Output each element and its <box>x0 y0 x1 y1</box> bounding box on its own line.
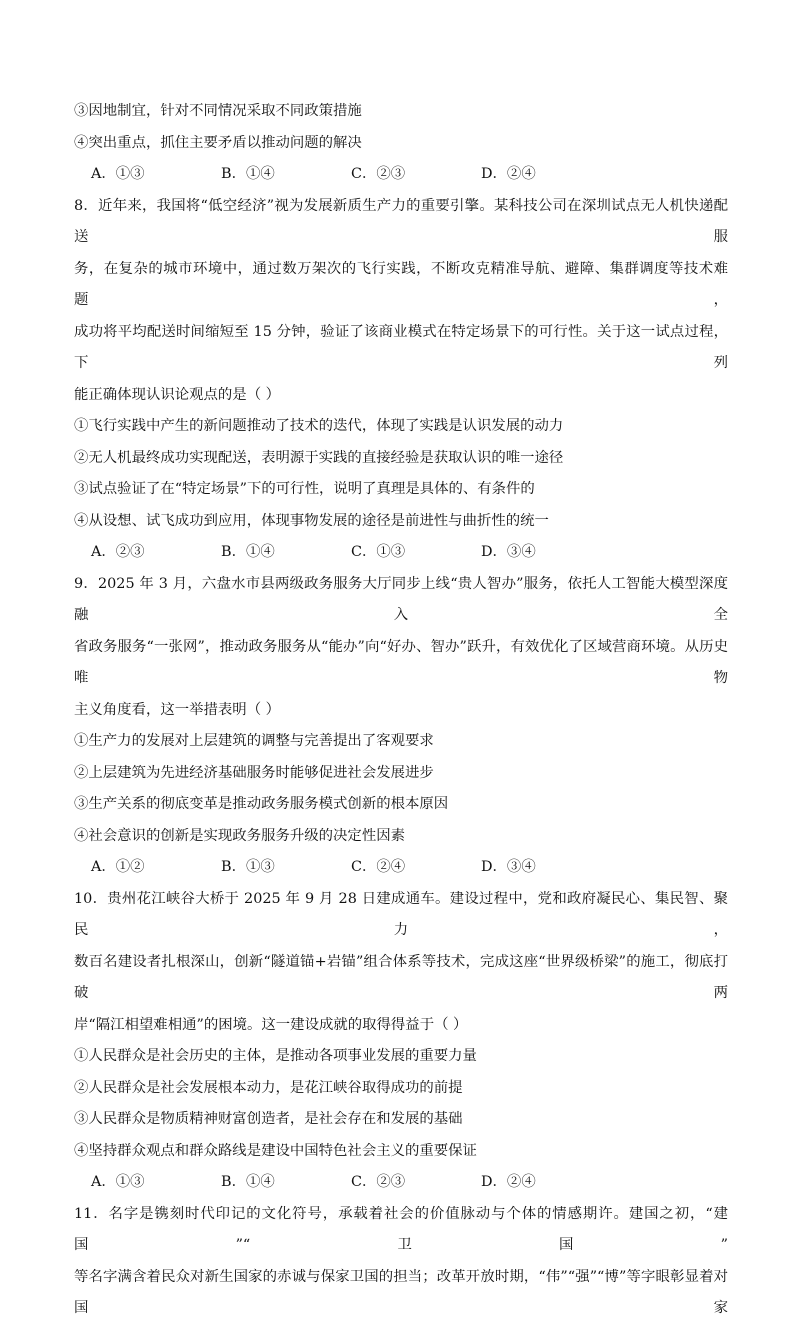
question-8 <box>74 191 728 569</box>
question-stem-line: 8．近年来，我国将“低空经济”视为发展新质生产力的重要引擎。某科技公司在深圳试点无人机快递配送服 <box>74 197 728 245</box>
question-stem-line: 主义角度看，这一举措表明（ ） <box>74 701 281 718</box>
question-stem-line: 10．贵州花江峡谷大桥于 2025 年 9 月 28 日建成通车。建设过程中，党和政府凝民心、集民智、聚民力， <box>74 890 728 938</box>
question-9 <box>74 569 728 884</box>
question-stem-line: 务，在复杂的城市环境中，通过数万架次的飞行实践，不断攻克精准导航、避障、集群调度等技术难题， <box>74 260 728 308</box>
question-stem-line: 能正确体现认识论观点的是（ ） <box>74 386 281 403</box>
question-stem-line: 成功将平均配送时间缩短至 15 分钟，验证了该商业模式在特定场景下的可行性。关于这一试点过程，下列 <box>74 323 728 371</box>
statement-item: ④从设想、试飞成功到应用，体现事物发展的途径是前进性与曲折性的统一 <box>74 512 549 529</box>
question-stem-line: 省政务服务“一张网”，推动政务服务从“能办”向“好办、智办”跃升，有效优化了区域营商环境。从历史唯物 <box>74 638 728 686</box>
statement-item: ②上层建筑为先进经济基础服务时能够促进社会发展进步 <box>74 764 434 781</box>
exam-page <box>74 96 728 1325</box>
statement-item: ④突出重点，抓住主要矛盾以推动问题的解决 <box>74 134 362 151</box>
answer-options <box>74 537 728 569</box>
option-c: C．②④ <box>351 859 406 875</box>
prev-question <box>74 96 728 191</box>
option-d: D．②④ <box>481 1174 536 1190</box>
question-stem-line: 9．2025 年 3 月，六盘水市县两级政务服务大厅同步上线“贵人智办”服务，依托人工智能大模型深度融入全 <box>74 575 728 623</box>
statement-item: ②人民群众是社会发展根本动力，是花江峡谷取得成功的前提 <box>74 1079 463 1096</box>
option-b: B．①④ <box>221 544 275 560</box>
option-d: D．③④ <box>481 859 536 875</box>
statement-item: ④社会意识的创新是实现政务服务升级的决定性因素 <box>74 827 405 844</box>
statement-item: ③试点验证了在“特定场景”下的可行性，说明了真理是具体的、有条件的 <box>74 481 535 497</box>
question-10 <box>74 884 728 1199</box>
option-c: C．②③ <box>351 1174 406 1190</box>
option-b: B．①③ <box>221 859 275 875</box>
question-stem-line: 等名字满含着民众对新生国家的赤诚与保家卫国的担当；改革开放时期，“伟”“强”“博”等字眼彰显着对国家 <box>74 1268 728 1316</box>
statement-item: ②无人机最终成功实现配送，表明源于实践的直接经验是获取认识的唯一途径 <box>74 449 564 466</box>
answer-options <box>74 852 728 884</box>
statement-item: ③人民群众是物质精神财富创造者，是社会存在和发展的基础 <box>74 1111 463 1127</box>
answer-options <box>74 159 728 191</box>
option-a: A．①② <box>91 859 145 875</box>
answer-options <box>74 1167 728 1199</box>
option-d: D．②④ <box>481 166 536 182</box>
option-c: C．①③ <box>351 544 406 560</box>
option-b: B．①④ <box>221 166 275 182</box>
statement-item: ③因地制宜，针对不同情况采取不同政策措施 <box>74 103 362 119</box>
question-stem-line: 岸“隔江相望难相通”的困境。这一建设成就的取得得益于（ ） <box>74 1016 468 1033</box>
option-a: A．①③ <box>91 1174 145 1190</box>
option-d: D．③④ <box>481 544 536 560</box>
option-c: C．②③ <box>351 166 406 182</box>
question-stem-line: 数百名建设者扎根深山，创新“隧道锚+岩锚”组合体系等技术，完成这座“世界级桥梁”的施工，彻底打破两 <box>74 953 728 1001</box>
option-b: B．①④ <box>221 1174 275 1190</box>
question-stem-line: 11．名字是镌刻时代印记的文化符号，承载着社会的价值脉动与个体的情感期许。建国之初，“建国”“卫国” <box>74 1205 728 1253</box>
statement-item: ①飞行实践中产生的新问题推动了技术的迭代，体现了实践是认识发展的动力 <box>74 418 564 434</box>
option-a: A．②③ <box>91 544 145 560</box>
statement-item: ③生产关系的彻底变革是推动政务服务模式创新的根本原因 <box>74 796 449 812</box>
statement-item: ①生产力的发展对上层建筑的调整与完善提出了客观要求 <box>74 733 434 749</box>
question-11 <box>74 1199 728 1325</box>
statement-item: ④坚持群众观点和群众路线是建设中国特色社会主义的重要保证 <box>74 1142 477 1159</box>
statement-item: ①人民群众是社会历史的主体，是推动各项事业发展的重要力量 <box>74 1048 477 1064</box>
option-a: A．①③ <box>91 166 145 182</box>
